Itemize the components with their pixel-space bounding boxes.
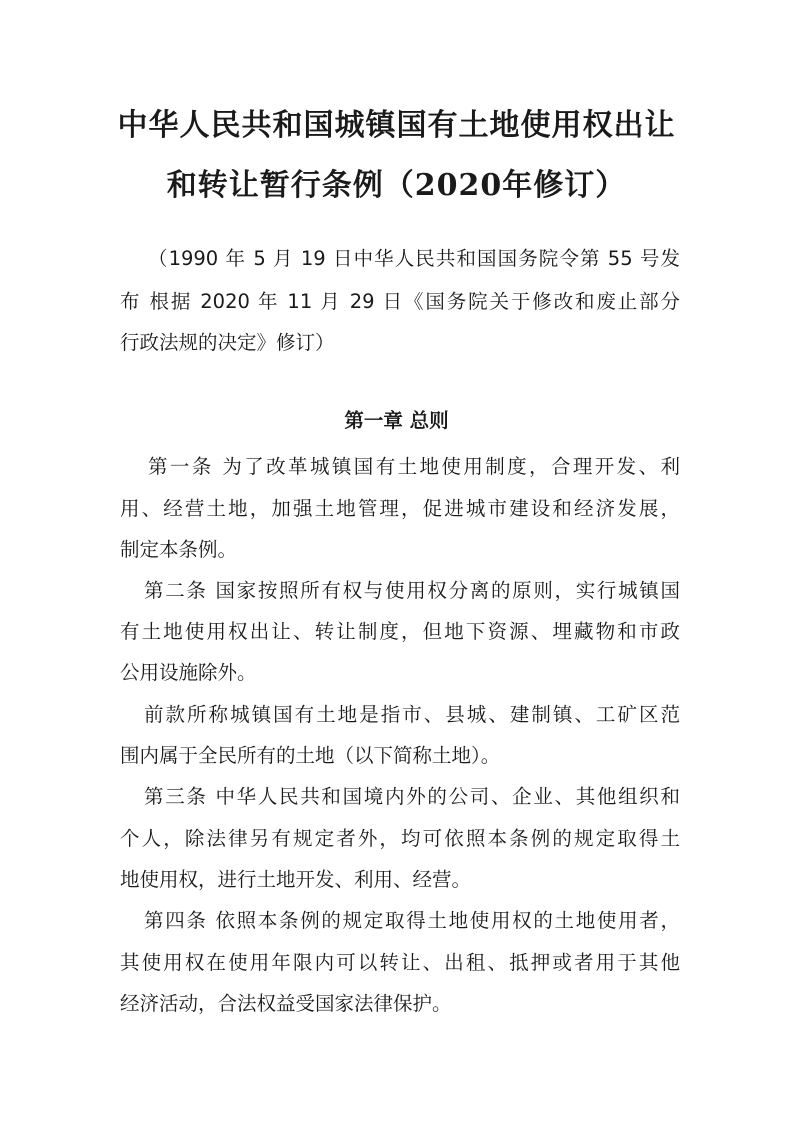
paragraph-5-line-2: 其使用权在使用年限内可以转让、出租、抵押或者用于其他 — [120, 951, 680, 974]
paragraph-4-line-3: 地使用权，进行土地开发、利用、经营。 — [120, 868, 472, 891]
paragraph-2-line-3: 公用设施除外。 — [120, 661, 257, 684]
paragraph-4-line-1: 第三条 中华人民共和国境内外的公司、企业、其他组织和 — [144, 785, 680, 808]
paragraph-2-line-1: 第二条 国家按照所有权与使用权分离的原则，实行城镇国 — [144, 579, 680, 602]
document-title-line-1: 中华人民共和国城镇国有土地使用权出让 — [117, 108, 676, 143]
paragraph-2-line-2: 有土地使用权出让、转让制度，但地下资源、埋藏物和市政 — [120, 620, 680, 643]
note-line-2: 布 根据 2020 年 11 月 29 日《国务院关于修改和废止部分 — [120, 290, 680, 313]
paragraph-4-line-2: 个人，除法律另有规定者外，均可依照本条例的规定取得土 — [120, 827, 680, 850]
chapter-heading: 第一章 总则 — [344, 409, 449, 432]
paragraph-1-line-3: 制定本条例。 — [120, 538, 238, 561]
note-line-1: （1990 年 5 月 19 日中华人民共和国国务院令第 55 号发 — [148, 247, 680, 270]
paragraph-3-line-1: 前款所称城镇国有土地是指市、县城、建制镇、工矿区范 — [144, 703, 680, 726]
note-line-3: 行政法规的决定》修订） — [120, 331, 335, 354]
paragraph-1-line-2: 用、经营土地，加强土地管理，促进城市建设和经济发展， — [120, 497, 680, 520]
paragraph-3-line-2: 围内属于全民所有的土地（以下简称土地）。 — [120, 744, 501, 767]
document-title-line-2: 和转让暂行条例（2020年修订） — [166, 168, 627, 203]
paragraph-5-line-3: 经济活动，合法权益受国家法律保护。 — [120, 992, 452, 1015]
paragraph-1-line-1: 第一条 为了改革城镇国有土地使用制度，合理开发、利 — [148, 455, 680, 478]
paragraph-5-line-1: 第四条 依照本条例的规定取得土地使用权的土地使用者， — [144, 909, 680, 932]
